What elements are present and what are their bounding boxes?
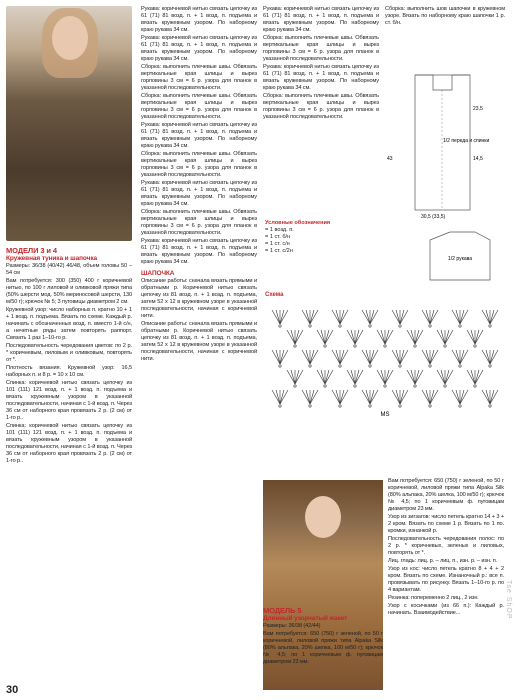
middle-column <box>141 6 257 364</box>
chart-stitch <box>287 330 295 344</box>
chart-stitch <box>400 310 404 324</box>
chart-stitch <box>276 350 280 364</box>
beret-title: ШАПОЧКА <box>141 270 175 277</box>
front-label: 1/2 переда и спинки <box>443 138 490 144</box>
chart-stitch <box>295 370 303 384</box>
chart-stitch <box>471 330 475 344</box>
chart-stitch <box>336 310 340 324</box>
model5-materials: Вам потребуется: 650 (750) г зеленой, по 50 г коричневой, лиловой пряжи типа Alpaka Silk (80% альпака, 20% шелка, 100 м/50 г); крючок № 4,5; по 1 коричневым ф. пуговицам диаметром 23 мм. <box>263 631 383 665</box>
chart-stitch <box>362 350 370 364</box>
chart-stitch <box>272 310 280 324</box>
chart-stitch <box>441 330 445 344</box>
middle-assembly: Сборка: выполнить плечевые швы. Обвязать вертикальные края шлицы и вырез горловины 3 см = 6 р. узора для планок в указанной последовательности. <box>141 64 257 91</box>
chart-stitch <box>456 390 460 404</box>
middle-sleeves: Рукава: коричневой нитью связать цепочку из 61 (71) 81 возд. п. + 1 возд. п. подъема и вязать кружевным узором. По наборному краю рукава 34 см. <box>141 35 257 62</box>
chart-stitch <box>430 310 438 324</box>
chart-stitch <box>460 310 468 324</box>
chart-stitch <box>306 390 310 404</box>
chart-chain <box>339 365 341 367</box>
model5-gladi: Лиц. гладь: лиц. р. – лиц. п., изн. р. – изн. п. <box>388 558 498 564</box>
model34-subtitle: Кружевная туника и шапочка <box>6 255 97 262</box>
chart-stitch <box>306 350 310 364</box>
chart-stitch <box>355 370 359 384</box>
chart-stitch <box>366 350 370 364</box>
chart-chain <box>489 405 491 407</box>
chart-stitch <box>317 330 325 344</box>
sleeve-label: 1/2 рукава <box>448 256 473 262</box>
chart-stitch <box>340 350 348 364</box>
chart-stitch <box>295 330 299 344</box>
chart-stitch <box>355 330 359 344</box>
dim-3: 30,5 (33,5) <box>421 214 446 220</box>
chart-stitch <box>452 390 460 404</box>
chart-stitch <box>415 330 423 344</box>
chart-stitch <box>407 330 415 344</box>
chart-chain <box>399 325 401 327</box>
chart-stitch <box>430 350 434 364</box>
chart-chain <box>399 405 401 407</box>
chart-stitch <box>445 330 453 344</box>
model-photo-tunic <box>6 6 132 241</box>
chart-stitch <box>355 330 363 344</box>
chart-stitch <box>385 370 393 384</box>
symbol-4: = 1 ст. с/2н <box>265 248 293 254</box>
chart-stitch <box>437 330 445 344</box>
chart-stitch <box>276 310 280 324</box>
chart-stitch <box>467 370 475 384</box>
chart-stitch <box>362 310 370 324</box>
chart-stitch <box>415 370 423 384</box>
chart-stitch <box>475 370 479 384</box>
middle-assembly-3: Сборка: выполнить плечевые швы. Обвязать вертикальные края шлицы и вырез горловины 3 см = 6 р. узора для планок в указанной последовательности. <box>141 151 257 178</box>
chart-stitch <box>422 350 430 364</box>
chart-stitch <box>490 390 494 404</box>
chart-stitch <box>295 330 303 344</box>
chart-stitch <box>272 350 280 364</box>
middle-sleeves-3: Рукава: коричневой нитью связать цепочку из 61 (71) 81 возд. п. + 1 возд. п. подъема и вязать кружевным узором. По наборному краю рукава 34 см. <box>141 180 257 207</box>
chart-stitch <box>377 370 385 384</box>
chart-stitch <box>280 310 288 324</box>
model5-knot: Узор из кос: число петель кратно 8 + 4 + 2 кром. Вязать по схеме. Изнаночный р.: все п. провязывать по рисунку. Вязать 1–10-го р. по 4 вариантам. <box>388 566 504 593</box>
chart-stitch <box>306 310 310 324</box>
chart-chain <box>339 325 341 327</box>
chart-stitch <box>445 370 449 384</box>
chart-chain <box>354 345 356 347</box>
chart-stitch <box>445 330 449 344</box>
chart-stitch <box>332 350 340 364</box>
chart-chain <box>459 405 461 407</box>
chart-stitch <box>460 310 464 324</box>
chart-chain <box>384 385 386 387</box>
chart-stitch <box>490 390 498 404</box>
chart-stitch <box>336 390 340 404</box>
chart-stitch <box>385 330 393 344</box>
chart-stitch <box>280 310 284 324</box>
middle-assembly-2: Сборка: выполнить плечевые швы. Обвязать вертикальные края шлицы и вырез горловины 3 см = 6 р. узора для планок в указанной последовательности. <box>141 93 257 120</box>
chart-stitch <box>332 310 340 324</box>
model34-materials: Вам потребуется: 300 (350) 400 г коричневой нитью, по 100 г лиловой и оливковой пряжи типа (50% шерсти мод. 50% мериносовой шерсти, 130 м/50 г); крючок № 5; 3 пуговицы диаметром 2 см. <box>6 278 132 305</box>
chart-stitch <box>486 350 490 364</box>
neckline <box>415 75 470 90</box>
chart-stitch <box>325 370 329 384</box>
garment-schematic <box>385 70 507 220</box>
chart-stitch <box>460 350 464 364</box>
chart-stitch <box>381 370 385 384</box>
middle-intro: Рукава: коричневой нитью связать цепочку из 61 (71) 81 возд. п. + 1 возд. п. подъема и вязать кружевным узором. По наборному краю рукава 34 см. <box>141 6 257 33</box>
chart-stitch <box>411 330 415 344</box>
chart-stitch <box>475 330 483 344</box>
model5-materials-cont: Вам потребуется: 650 (750) г зеленой, по 50 г коричневой, лиловой пряжи типа Alpaka Silk (80% альпака, 20% шелка, 100 м/50 г); крючок № 4,5; по 1 коричневым ф. пуговицам диаметром 23 мм. <box>388 478 504 512</box>
chart-chain <box>459 365 461 367</box>
crochet-chart <box>265 300 505 420</box>
chart-chain <box>309 405 311 407</box>
watermark: Tse ShOP <box>505 580 512 620</box>
chart-stitch <box>490 310 494 324</box>
chart-stitch <box>392 350 400 364</box>
chart-stitch <box>340 350 344 364</box>
chart-stitch <box>340 310 344 324</box>
chart-stitch <box>370 350 374 364</box>
chart-chain <box>489 325 491 327</box>
chart-stitch <box>351 370 355 384</box>
chart-stitch <box>347 330 355 344</box>
beret-desc: Описание работы: сначала вязать прямыми и обратными р. Коричневой нитью связать цепочку из 81 возд. п. + 1 возд. п. подъема, затем 52 х 12 в кружевном узоре в указанной последовательности, начиная с коричневой нити. <box>141 278 257 319</box>
chart-chain <box>279 325 281 327</box>
chart-stitch <box>325 330 333 344</box>
chart-stitch <box>456 350 460 364</box>
chart-stitch <box>381 330 385 344</box>
chart-stitch <box>302 350 310 364</box>
chart-chain <box>399 365 401 367</box>
symbol-3: = 1 ст. с/н <box>265 241 290 247</box>
chart-stitch <box>490 350 494 364</box>
chart-stitch <box>396 350 400 364</box>
middle-assembly-4: Сборка: выполнить плечевые швы. Обвязать вертикальные края шлицы и вырез горловины 3 см = 6 р. узора для планок в указанной последовательности. <box>141 209 257 236</box>
model5-seq: Последовательность чередования полос: по 2 р. * коричневых, зеленых и лиловых, повторять от *. <box>388 536 504 556</box>
chart-stitch <box>460 390 464 404</box>
chart-stitch <box>370 390 378 404</box>
chart-stitch <box>482 350 490 364</box>
chart-stitch <box>396 310 400 324</box>
chart-stitch <box>340 390 344 404</box>
chart-chain <box>309 365 311 367</box>
chart-stitch <box>475 370 483 384</box>
chart-stitch <box>400 350 404 364</box>
chart-stitch <box>310 310 314 324</box>
chart-stitch <box>347 370 355 384</box>
right-text-2: Сборка: выполнить плечевые швы. Обвязать вертикальные края шлицы и вырез горловины 3 см = 6 р. узора для планок в указанной последовательности. <box>263 35 379 62</box>
chart-stitch <box>430 390 434 404</box>
chart-stitch <box>452 350 460 364</box>
chart-stitch <box>366 390 370 404</box>
far-right-column <box>385 6 505 28</box>
chart-stitch <box>385 370 389 384</box>
chart-chain <box>384 345 386 347</box>
right-text-4: Сборка: выполнить плечевые швы. Обвязать вертикальные края шлицы и вырез горловины 3 см = 6 р. узора для планок в указанной последовательности. <box>263 93 379 120</box>
chart-stitch <box>407 370 415 384</box>
symbol-1: = 1 возд. п. <box>265 227 294 233</box>
beret-note: Сборка: выполнить шов шапочки в кружевном узоре. Вязать по наборному краю шапочки 1 р. ст. б/н. <box>385 6 505 26</box>
chart-chain <box>414 345 416 347</box>
chart-stitch <box>317 370 325 384</box>
chart-chain <box>279 405 281 407</box>
left-column <box>6 246 132 466</box>
chart-stitch <box>486 390 490 404</box>
dim-1: 23,5 <box>473 106 483 112</box>
chart-stitch <box>422 310 430 324</box>
chart-chain <box>474 345 476 347</box>
chart-stitch <box>321 370 325 384</box>
chart-stitch <box>430 350 438 364</box>
dim-4: 43 <box>387 156 393 162</box>
chart-chain <box>444 345 446 347</box>
chart-stitch <box>370 390 374 404</box>
chart-stitch <box>291 370 295 384</box>
chart-stitch <box>471 370 475 384</box>
chart-stitch <box>400 350 408 364</box>
chart-chain <box>369 325 371 327</box>
chart-stitch <box>310 390 314 404</box>
right-text-3: Рукава: коричневой нитью связать цепочку из 61 (71) 81 возд. п. + 1 возд. п. подъема и вязать кружевным узором. По наборному краю рукава 34 см. <box>263 64 379 91</box>
model5-braid: Узор с косичками (из 66 п.): Каждый р. начинать. Взаимодействие... <box>388 603 504 616</box>
chart-chain <box>429 365 431 367</box>
chart-stitch <box>385 330 389 344</box>
chart-stitch <box>486 310 490 324</box>
chart-stitch <box>426 390 430 404</box>
chart-stitch <box>340 390 348 404</box>
chart-stitch <box>467 330 475 344</box>
model5-title: МОДЕЛЬ 5 <box>263 606 302 615</box>
model34-lace: Кружевной узор: число наборных п. кратно 10 + 1 + 1 возд. п. подъема. Вязать по схеме. Каждый р. начинать с обозначенных возд. п. вместо 1-й с/н, а нечетные ряды затем повторять раппорт. Связать 1 раз 1–10-го р. <box>6 307 132 341</box>
chart-stitch <box>325 370 333 384</box>
chart-chain <box>489 365 491 367</box>
sleeve-schematic <box>420 230 505 285</box>
scheme-title: Схема <box>265 292 284 298</box>
chart-chain <box>414 385 416 387</box>
chart-stitch <box>426 310 430 324</box>
model5-block <box>263 606 383 667</box>
chart-stitch <box>355 370 363 384</box>
chart-stitch <box>280 350 288 364</box>
chart-stitch <box>276 390 280 404</box>
chart-stitch <box>287 370 295 384</box>
beret-desc-2: Описание работы: сначала вязать прямыми и обратными р. Коричневой нитью связать цепочку из 81 возд. п. + 1 возд. п. подъема, затем 52 х 12 в кружевном узоре в указанной последовательности, начиная с коричневой нити. <box>141 321 257 362</box>
chart-stitch <box>366 310 370 324</box>
right-text-1: Рукава: коричневой нитью связать цепочку из 61 (71) 81 возд. п. + 1 возд. п. подъема и вязать кружевным узором. По наборному краю рукава 34 см. <box>263 6 379 33</box>
chart-stitch <box>291 330 295 344</box>
chart-chain <box>279 365 281 367</box>
chart-chain <box>294 385 296 387</box>
chart-stitch <box>392 310 400 324</box>
model34-sizes: Размеры: 36/38 (40/42) 46/48, объем головы 50 – 54 см <box>6 263 132 276</box>
chart-stitch <box>422 390 430 404</box>
chart-stitch <box>490 310 498 324</box>
chart-stitch <box>310 390 318 404</box>
chart-stitch <box>460 350 468 364</box>
chart-stitch <box>400 310 408 324</box>
symbol-2: = 1 ст. б/н <box>265 234 291 240</box>
chart-stitch <box>310 350 318 364</box>
dim-2: 14,5 <box>473 156 483 162</box>
chart-chain <box>339 405 341 407</box>
chart-stitch <box>336 350 340 364</box>
chart-stitch <box>321 330 325 344</box>
chart-stitch <box>370 350 378 364</box>
page-number: 30 <box>6 684 19 696</box>
chart-stitch <box>340 310 348 324</box>
chart-stitch <box>430 390 438 404</box>
chart-stitch <box>456 310 460 324</box>
chart-stitch <box>411 370 415 384</box>
chart-stitch <box>280 350 284 364</box>
model5-face <box>305 496 341 538</box>
model5-zigzag: Узор из зигзагов: число петель кратно 14 + 3 + 2 кром. Вязать по схеме 1 р. Вязать по 1 по. кромки, изнанкой р. <box>388 514 504 534</box>
chart-stitch <box>280 390 288 404</box>
chart-ms-label: MS <box>380 412 390 418</box>
chart-stitch <box>396 390 400 404</box>
right-column-text <box>263 6 379 122</box>
chart-chain <box>369 365 371 367</box>
chart-chain <box>474 385 476 387</box>
chart-stitch <box>325 330 329 344</box>
chart-stitch <box>490 350 498 364</box>
chart-stitch <box>460 390 468 404</box>
chart-stitch <box>370 310 374 324</box>
middle-sleeves-2: Рукава: коричневой нитью связать цепочку из 61 (71) 81 возд. п. + 1 возд. п. подъема и вязать кружевным узором. По наборному краю рукава 34 см. <box>141 122 257 149</box>
chart-stitch <box>400 390 408 404</box>
chart-stitch <box>482 390 490 404</box>
chart-stitch <box>310 310 318 324</box>
middle-sleeves-4: Рукава: коричневой нитью связать цепочку из 61 (71) 81 возд. п. + 1 возд. п. подъема и вязать кружевным узором. По наборному краю рукава 34 см. <box>141 238 257 265</box>
chart-chain <box>444 385 446 387</box>
chart-stitch <box>272 390 280 404</box>
chart-stitch <box>426 350 430 364</box>
chart-stitch <box>370 310 378 324</box>
chart-stitch <box>351 330 355 344</box>
chart-stitch <box>445 370 453 384</box>
model5-rib: Резинка: попеременно 2 лиц., 2 изн. <box>388 595 479 601</box>
chart-stitch <box>400 390 404 404</box>
chart-chain <box>324 385 326 387</box>
chart-stitch <box>280 390 284 404</box>
chart-stitch <box>302 390 310 404</box>
chart-chain <box>429 325 431 327</box>
chart-stitch <box>441 370 445 384</box>
model34-back-cont: Спинка: коричневой нитью связать цепочку из 101 (111) 121 возд. п. + 1 возд. п. подъема и вязать кружевным узором в указанной последовательности, начиная с 1-й возд. п. Через 36 см от наборного края провязать 2 р. (2 см) от 1-го р.. <box>6 423 132 464</box>
chart-chain <box>354 385 356 387</box>
chart-stitch <box>430 310 434 324</box>
chart-stitch <box>295 370 299 384</box>
chart-stitch <box>452 310 460 324</box>
chart-chain <box>429 405 431 407</box>
chart-stitch <box>362 390 370 404</box>
chart-stitch <box>482 310 490 324</box>
chart-stitch <box>415 330 419 344</box>
model34-sequence: Последовательность чередования цветов: по 2 р. * коричневым, лиловым и оливковым, повторять от *. <box>6 343 132 363</box>
chart-chain <box>324 345 326 347</box>
symbols-title: Условные обозначения <box>265 220 331 226</box>
model5-subtitle: Длинный узорчатый жакет <box>263 615 348 622</box>
model34-back: Спинка: коричневой нитью связать цепочку из 101 (111) 121 возд. п. + 1 возд. п. подъема и вязать кружевным узором в указанной последовательности, начиная с 1-й возд. п. Через 36 см от наборного края провязать 2 р. (2 см) от 1-го р.. <box>6 380 132 421</box>
chart-stitch <box>392 390 400 404</box>
model34-density: Плотность вязания. Кружевной узор: 16,5 наборных п. и 8 р. = 10 х 10 см. <box>6 365 132 378</box>
model5-sizes: Размеры: 36/38 (42/44) <box>263 623 321 629</box>
chart-stitch <box>415 370 419 384</box>
symbols-legend <box>265 220 330 255</box>
chart-chain <box>309 325 311 327</box>
chart-stitch <box>377 330 385 344</box>
model-face <box>52 16 88 60</box>
model34-title: МОДЕЛИ 3 и 4 <box>6 246 57 255</box>
chart-stitch <box>475 330 479 344</box>
chart-stitch <box>332 390 340 404</box>
chart-chain <box>369 405 371 407</box>
chart-chain <box>459 325 461 327</box>
chart-chain <box>294 345 296 347</box>
chart-stitch <box>437 370 445 384</box>
model5-right-block <box>388 478 504 618</box>
chart-stitch <box>302 310 310 324</box>
chart-stitch <box>310 350 314 364</box>
